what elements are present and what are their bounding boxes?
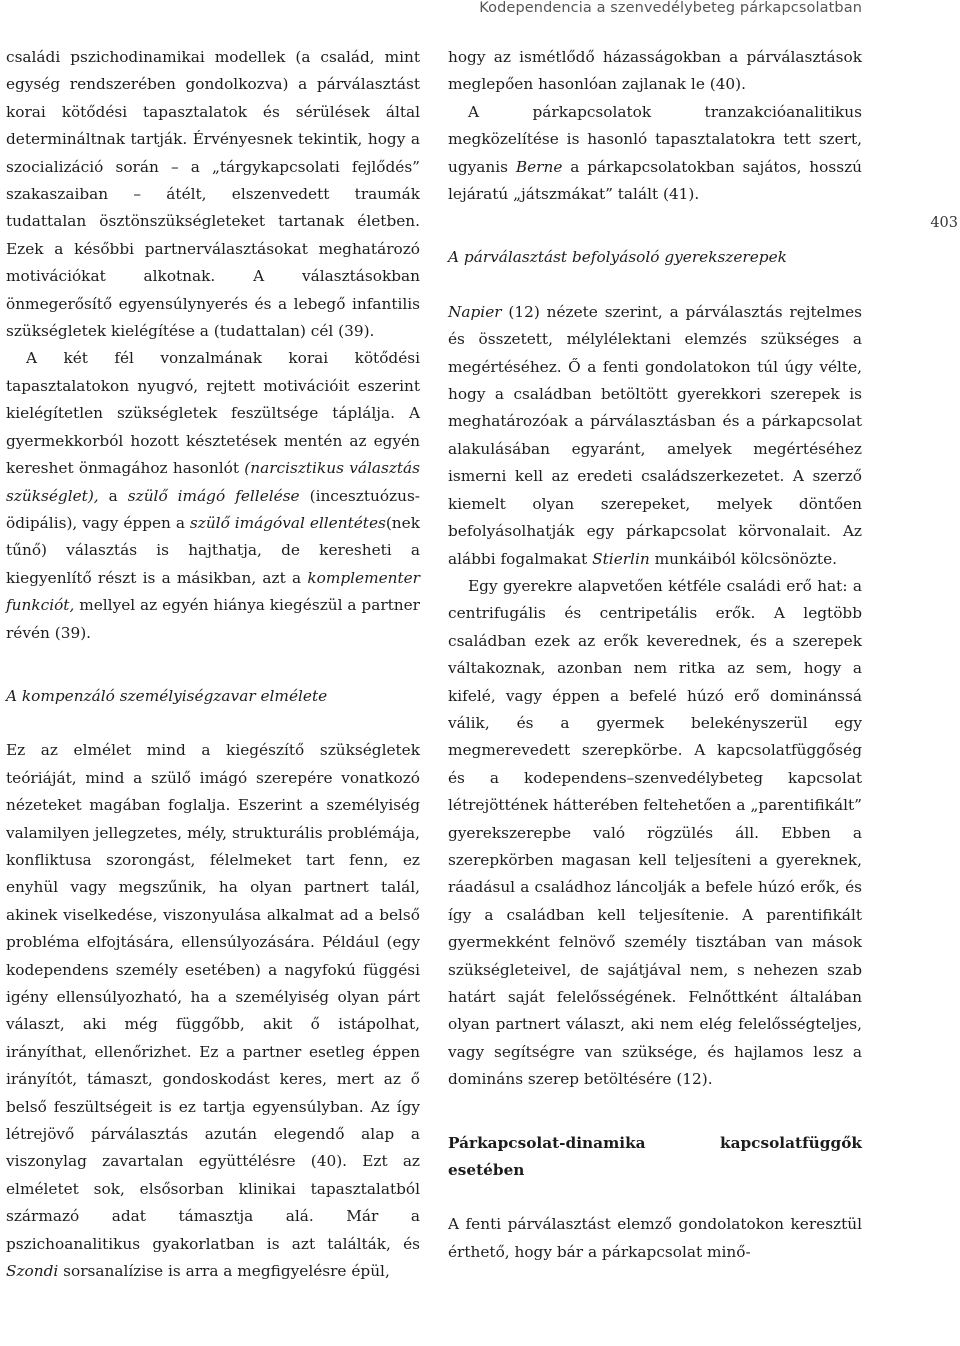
left-paragraph-1: családi pszichodinamikai modellek (a család, mint egység rendszerében gondolkozva) a párválasztást korai kötődési tapasztalatok és sérülések által determináltnak tartják. Érvényesnek tekintik, hogy a szocializáció során – a „tárgykapcsolati fejlődés” szakaszaiban – átélt, elszenvedett traumák tudattalan ösztönszükségleteket tartanak életben. Ezek a későbbi partnerválasztásokat meghatározó motivációkat alkotnak. A választásokban önmegerősítő egyensúlynyerés és a lebegő infantilis szükségletek kielégítése a (tudattalan) cél (39). xyxy=(6,48,420,341)
right-paragraph-1: hogy az ismétlődő házasságokban a párválasztások meglepően hasonlóan zajlanak le (40). xyxy=(448,48,862,94)
left-column xyxy=(6,44,420,1285)
right-paragraph-5: A fenti párválasztást elemző gondolatokon keresztül érthető, hogy bár a párkapcsolat minő- xyxy=(448,1215,862,1261)
right-paragraph-2: A párkapcsolatok tranzakcióanalitikus megközelítése is hasonló tapasztalatokra tett szert, ugyanis Berne a párkapcsolatokban sajátos, hosszú lejáratú „játszmákat” talált (41). xyxy=(448,102,862,204)
right-column xyxy=(448,44,862,1266)
section-heading-child-roles: A párválasztást befolyásoló gyerekszerepek xyxy=(448,248,787,267)
running-head-title: Kodependencia a szenvedélybeteg párkapcsolatban xyxy=(479,0,862,16)
page-number: 403 xyxy=(930,215,958,231)
section-heading-compensating: A kompenzáló személyiségzavar elmélete xyxy=(6,686,328,705)
right-paragraph-3: Napier (12) nézete szerint, a párválasztás rejtelmes és összetett, mélylélektani elemzés szükséges a megértéséhez. Ő a fenti gondolatokon túl úgy vélte, hogy a családban betöltött gyerekkori szerepek is meghatározóak a párválasztásban és a párkapcsolat alakulásában egyaránt, amelyek megértéséhez ismerni kell az eredeti családszerkezetet. A szerző kiemelt olyan szerepeket, melyek döntően befolyásolhatják egy párkapcsolat körvonalait. Az alábbi fogalmakat Stierlin munkáiból kölcsönözte. xyxy=(448,302,862,568)
right-paragraph-4: Egy gyerekre alapvetően kétféle családi erő hat: a centrifugális és centripetális erők. A legtöbb családban ezek az erők keverednek, és a szerepek váltakoznak, azonban nem ritka az sem, hogy a kifelé, vagy éppen a befelé húzó erő dominánssá válik, és a gyermek belekényszerül egy megmerevedett szerepkörbe. A kapcsolatfüggőség és a kodependens–szenvedélybeteg kapcsolat létrejöttének hátterében feltehetően a „parentifikált” gyerekszerepbe való rögzülés áll. Ebben a szerepkörben magasan kell teljesíteni a gyereknek, ráadásul a családhoz láncolják a befele húzó erők, és így a családban kell teljesítenie. A parentifikált gyermekként felnövő személy tisztában van mások szükségleteivel, de sajátjával nem, s nehezen szab határt saját felelősségének. Felnőttként általában olyan partnert választ, aki nem elég felelősségteljes, vagy segítségre van szüksége, és hajlamos lesz a domináns szerep betöltésére (12). xyxy=(448,576,862,1089)
left-paragraph-2: A két fél vonzalmának korai kötődési tapasztalatokon nyugvó, rejtett motivációit eszerint kielégítetlen szükségletek feszültsége táplálja. A gyermekkorból hozott késztetések mentén az egyén kereshet önmagához hasonlót (narcisztikus választás szükséglet), a szülő imágó fellelése (incesztuózus-ödipális), vagy éppen a szülő imágóval ellentétes(nek tűnő) választás is hajthatja, de keresheti a kiegyenlítő részt is a másikban, azt a komplementer funkciót, mellyel az egyén hiánya kiegészül a partner révén (39). xyxy=(6,349,420,642)
left-paragraph-3: Ez az elmélet mind a kiegészítő szükségletek teóriáját, mind a szülő imágó szerepére vonatkozó nézeteket magában foglalja. Eszerint a személyiség valamilyen jellegzetes, mély, strukturális problémája, konfliktusa szorongást, félelmeket tart fenn, ez enyhül vagy megszűnik, ha olyan partnert talál, akinek viselkedése, viszonyulása alkalmat ad a belső probléma elfojtására, ellensúlyozására. Például (egy kodependens személy esetében) a nagyfokú függési igény ellensúlyozható, ha a személyiség olyan párt választ, aki még függőbb, akit ő istápolhat, irányíthat, ellenőrizhet. Ez a partner esetleg éppen irányítót, támaszt, gondoskodást keres, mert az ő belső feszültségeit is ez tartja egyensúlyban. Az így létrejövő párválasztás azután elegendő alap a viszonylag zavartalan együttélésre (40). Ezt az elméletet sok, elsősorban klinikai tapasztalatból származó adat támasztja alá. Már a pszichoanalitikus gyakorlatban is azt találták, és Szondi sorsanalízise is arra a megfigyelésre épül, xyxy=(6,741,420,1281)
section-heading-dynamics: Párkapcsolat-dinamika kapcsolatfüggők esetében xyxy=(448,1133,862,1180)
